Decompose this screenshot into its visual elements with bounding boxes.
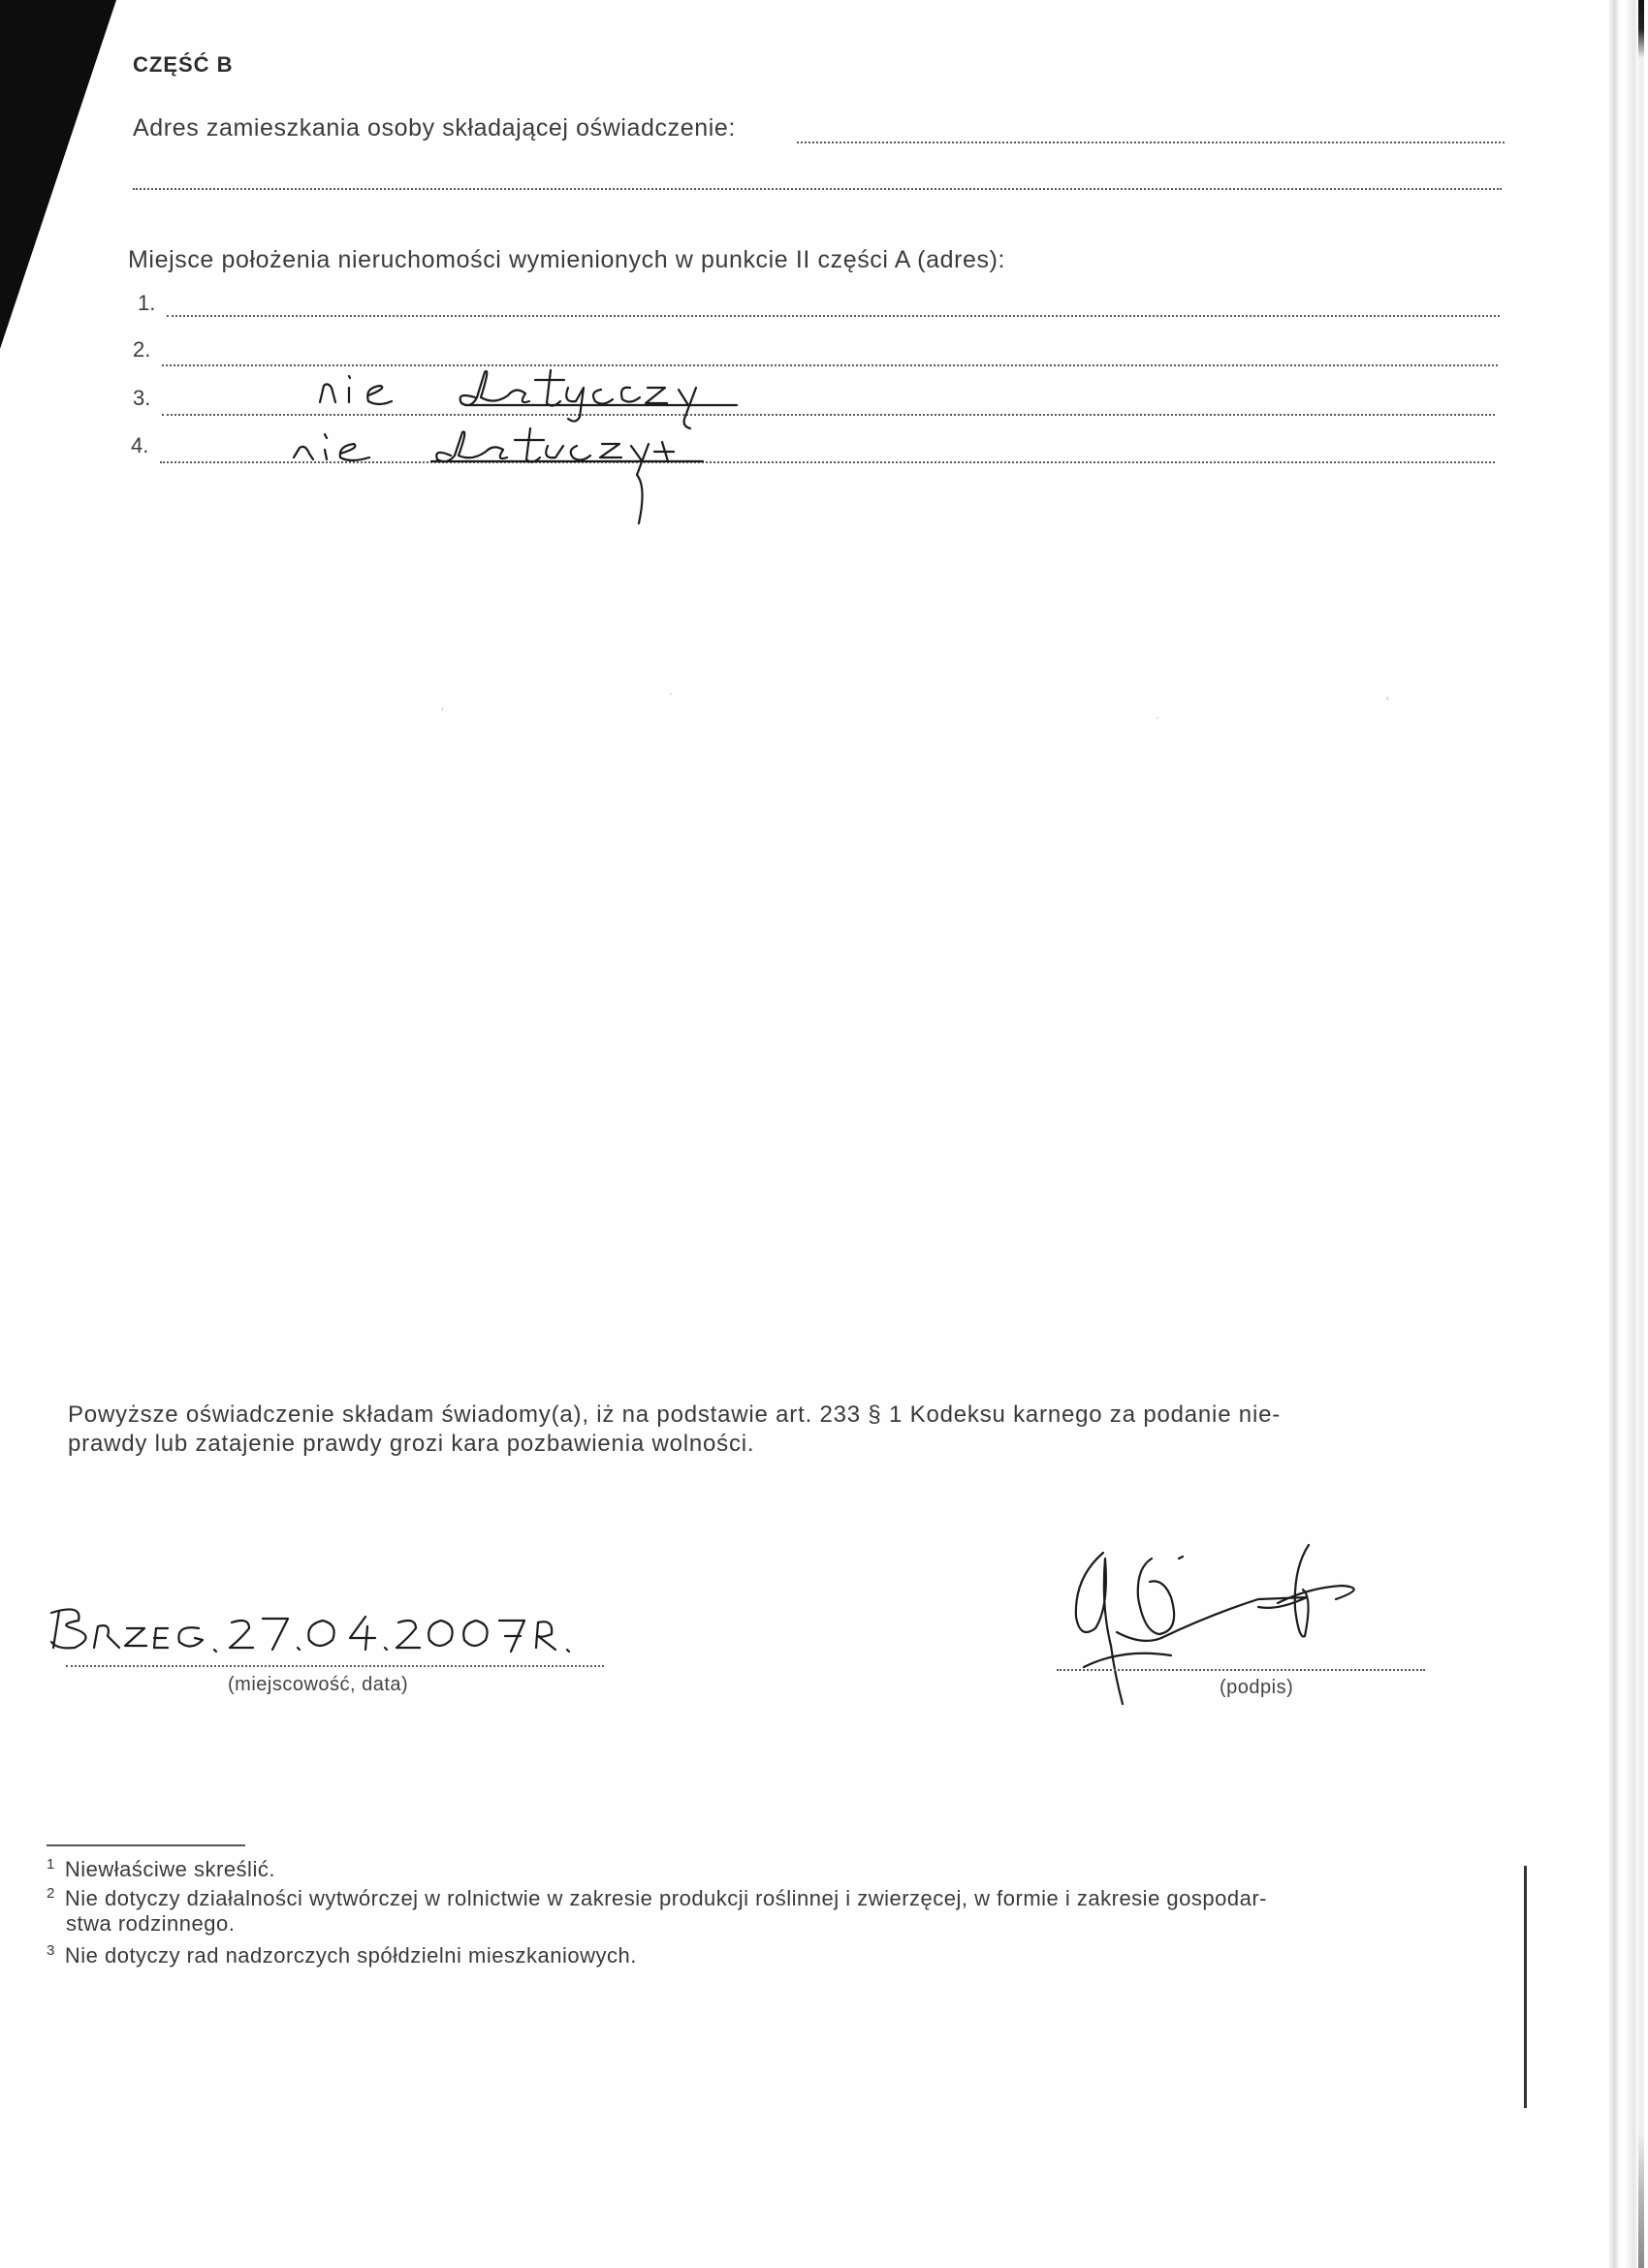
scan-corner-shadow [0, 0, 126, 368]
footnote-1 [47, 1856, 275, 1882]
address-label: Adres zamieszkania osoby składającej oświadczenie: [133, 114, 736, 142]
handwritten-nie-dotyczy-4 [286, 417, 800, 543]
footnote-separator [47, 1844, 245, 1846]
scan-speck: ' [1386, 695, 1389, 709]
scan-speck: · [669, 686, 673, 700]
property-label: Miejsce położenia nieruchomości wymienionych w punkcie II części A (adres): [128, 246, 1006, 273]
footnote-text: Nie dotyczy rad nadzorczych spółdzielni mieszkaniowych. [64, 1943, 637, 1968]
signature-caption: (podpis) [1220, 1677, 1294, 1698]
scan-right-edge [1609, 0, 1648, 2268]
section-title: CZĘŚĆ B [133, 52, 234, 77]
place-date-caption: (miejscowość, data) [228, 1674, 409, 1695]
property-item-number: 1. [138, 291, 156, 315]
property-item-number: 4. [131, 433, 149, 457]
address-dotted-line-2 [133, 188, 1502, 190]
address-dotted-line-1 [797, 142, 1505, 143]
property-item-number: 2. [133, 337, 151, 362]
scan-speck: ' [441, 706, 444, 719]
footnote-mark: 2 [47, 1885, 55, 1902]
signature-dotted-line [1057, 1669, 1425, 1671]
property-item-number: 3. [133, 386, 151, 410]
footnote-2 [47, 1885, 1267, 1937]
footnote-3 [47, 1942, 637, 1969]
footnote-continuation: stwa rodzinnego. [66, 1911, 236, 1936]
place-date-dotted-line [66, 1665, 604, 1667]
footnote-text: Niewłaściwe skreślić. [64, 1857, 275, 1881]
property-item-line [167, 315, 1500, 317]
declaration-paragraph [68, 1401, 1464, 1459]
handwritten-place-date [44, 1599, 616, 1667]
scan-speck: · [1156, 710, 1159, 724]
declaration-line: Powyższe oświadczenie składam świadomy(a), iż na podstawie art. 233 § 1 Kodeksu karnego za podanie nie- [68, 1402, 1282, 1428]
declaration-line: prawdy lub zatajenie prawdy grozi kara pozbawienia wolności. [68, 1431, 755, 1457]
footnote-text: Nie dotyczy działalności wytwórczej w rolnictwie w zakresie produkcji roślinnej i zwierzęcej, w formie i zakresie gospodar- [64, 1886, 1267, 1910]
footnote-mark: 3 [47, 1942, 55, 1959]
footnote-mark: 1 [47, 1856, 55, 1873]
page-edge-mark [1524, 1866, 1527, 2108]
